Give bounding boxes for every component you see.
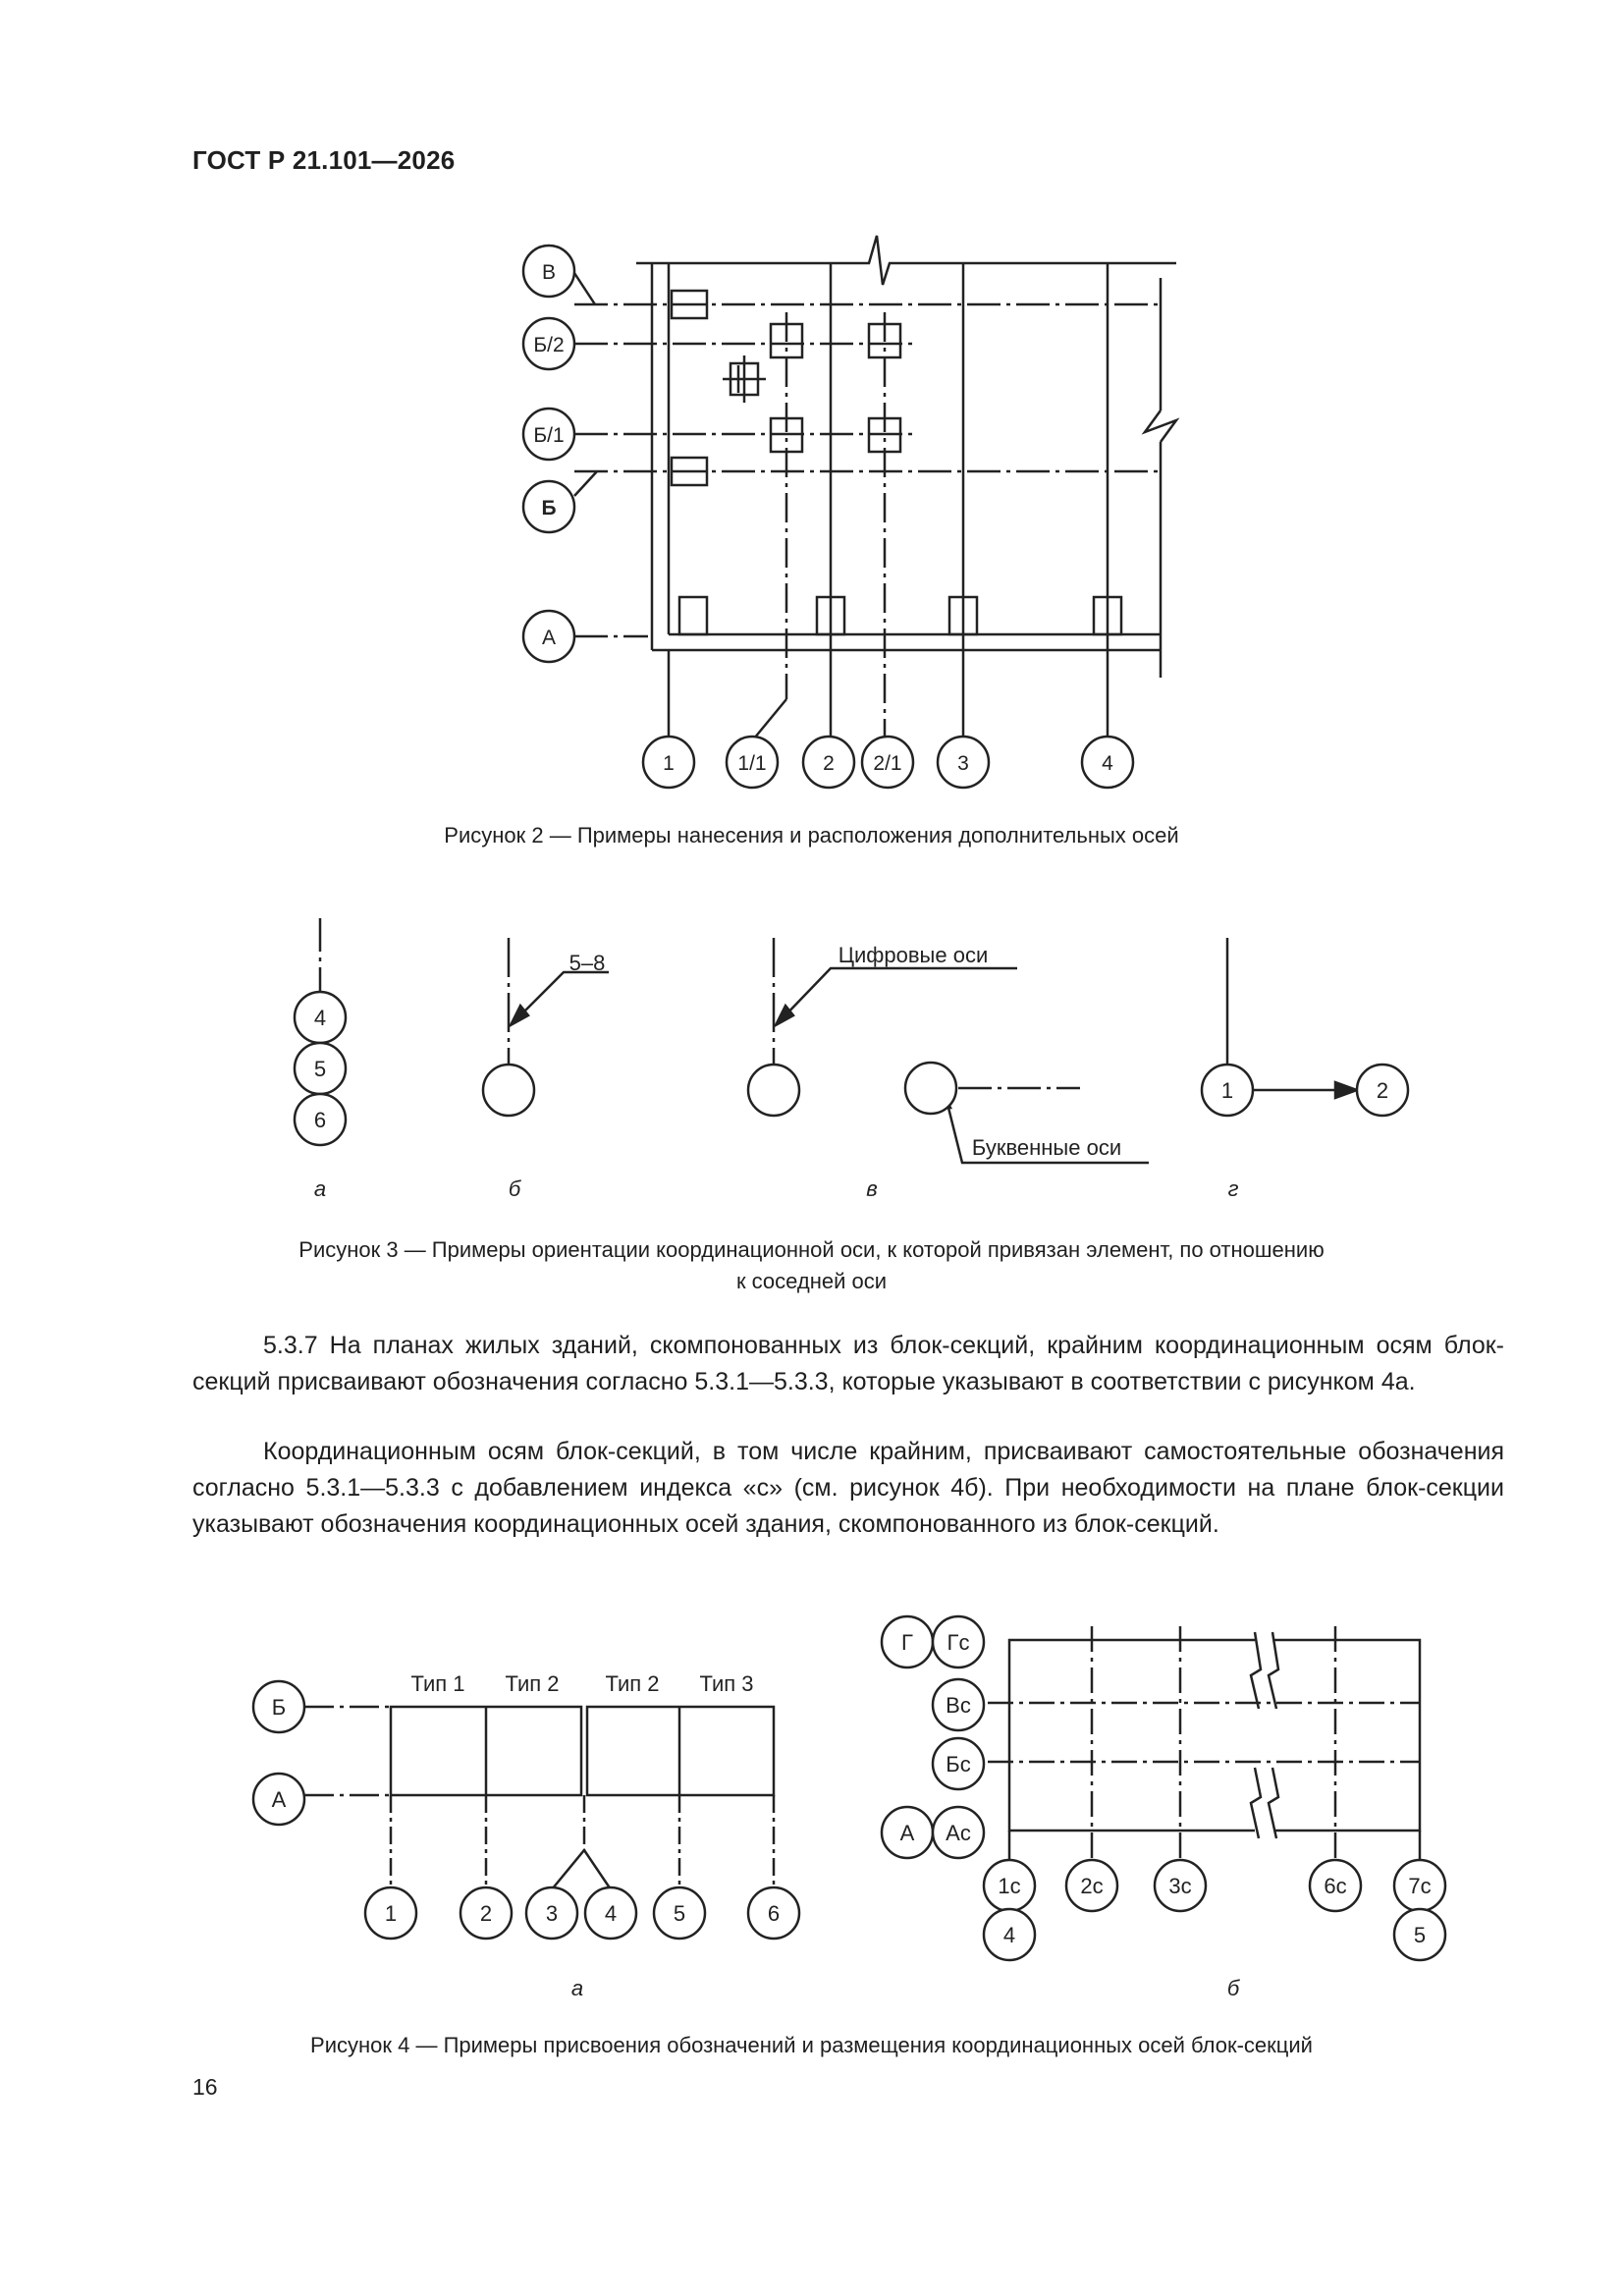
- axis-label-3s: 3с: [1168, 1874, 1192, 1898]
- type-label-2: Тип 2: [505, 1671, 560, 1696]
- paragraph-5-3-7: 5.3.7 На планах жилых зданий, скомпонованных из блок-секций, крайним координационным осям блок-секций присваивают обозначения согласно 5.3.1—5.3.3, которые указывают в соответствии с рисунком 4а.: [192, 1332, 1504, 1395]
- axis-label-5: 5: [673, 1901, 686, 1926]
- type-label-3: Тип 3: [699, 1671, 754, 1696]
- page-number: 16: [192, 2074, 218, 2100]
- range-label: 5–8: [568, 951, 606, 975]
- axis-label-bs: Бс: [946, 1752, 971, 1777]
- figure-3-caption-line2: к соседней оси: [735, 1269, 888, 1293]
- axis-label-5: 5: [1413, 1923, 1427, 1947]
- axis-label-1-1: 1/1: [737, 752, 767, 775]
- axis-label-gs: Гс: [947, 1630, 970, 1655]
- axis-label-4: 4: [604, 1901, 618, 1926]
- axis-label-b2: Б/2: [533, 334, 565, 356]
- axis-label-6s: 6с: [1324, 1874, 1347, 1898]
- axis-label-4: 4: [313, 1006, 327, 1030]
- sublabel-a: а: [570, 1976, 584, 2000]
- axis-label-4: 4: [1002, 1923, 1016, 1947]
- axis-label-a: А: [899, 1821, 915, 1845]
- sublabel-b: б: [1226, 1976, 1240, 2000]
- axis-label-b: Б: [271, 1695, 287, 1720]
- axis-label-as: Ас: [946, 1821, 971, 1845]
- axis-label-7s: 7с: [1408, 1874, 1432, 1898]
- axis-label-3: 3: [957, 752, 969, 775]
- sublabel-v: в: [866, 1176, 878, 1201]
- axis-label-a: А: [541, 627, 557, 649]
- axis-label-3: 3: [545, 1901, 559, 1926]
- sublabel-g: г: [1227, 1176, 1239, 1201]
- axis-label-b1: Б/1: [533, 424, 565, 447]
- axis-label-2s: 2с: [1080, 1874, 1104, 1898]
- axis-label-1: 1: [1220, 1078, 1234, 1103]
- sublabel-b: б: [508, 1176, 521, 1201]
- axis-label-5: 5: [313, 1057, 327, 1081]
- axis-label-v: В: [541, 261, 557, 284]
- axis-label-a: А: [271, 1787, 287, 1812]
- axis-label-4: 4: [1102, 752, 1113, 775]
- paragraph-block-sections: Координационным осям блок-секций, в том числе крайним, присваивают самостоятельные обозначения согласно 5.3.1—5.3.3 с добавлением индекса «с» (см. рисунок 4б). При необходимости на плане блок-секции указывают обозначения координационных осей здания, скомпонованного из блок-секций.: [192, 1438, 1504, 1538]
- axis-label-g: Г: [901, 1630, 913, 1655]
- axis-label-2-1: 2/1: [873, 752, 902, 775]
- axis-label-b: Б: [541, 497, 557, 519]
- figure-3-caption-line1: Рисунок 3 — Примеры ориентации координационной оси, к которой привязан элемент, по отношению: [298, 1237, 1325, 1262]
- sublabel-a: а: [313, 1176, 327, 1201]
- axis-label-1s: 1с: [998, 1874, 1021, 1898]
- digital-axes-label: Цифровые оси: [838, 943, 989, 967]
- letter-axes-label: Буквенные оси: [971, 1135, 1122, 1160]
- axis-label-2: 2: [1376, 1078, 1389, 1103]
- axis-label-2: 2: [823, 752, 835, 775]
- document-header: ГОСТ Р 21.101—2026: [192, 145, 456, 175]
- axis-label-6: 6: [767, 1901, 781, 1926]
- figure-4-caption: Рисунок 4 — Примеры присвоения обозначений и размещения координационных осей блок-секций: [310, 2033, 1313, 2057]
- axis-label-6: 6: [313, 1108, 327, 1132]
- axis-label-2: 2: [479, 1901, 493, 1926]
- axis-label-1: 1: [663, 752, 675, 775]
- type-label-1: Тип 1: [410, 1671, 465, 1696]
- axis-label-vs: Вс: [946, 1693, 971, 1718]
- type-label-2b: Тип 2: [605, 1671, 660, 1696]
- axis-label-1: 1: [384, 1901, 398, 1926]
- figure-2-caption: Рисунок 2 — Примеры нанесения и расположения дополнительных осей: [444, 823, 1179, 847]
